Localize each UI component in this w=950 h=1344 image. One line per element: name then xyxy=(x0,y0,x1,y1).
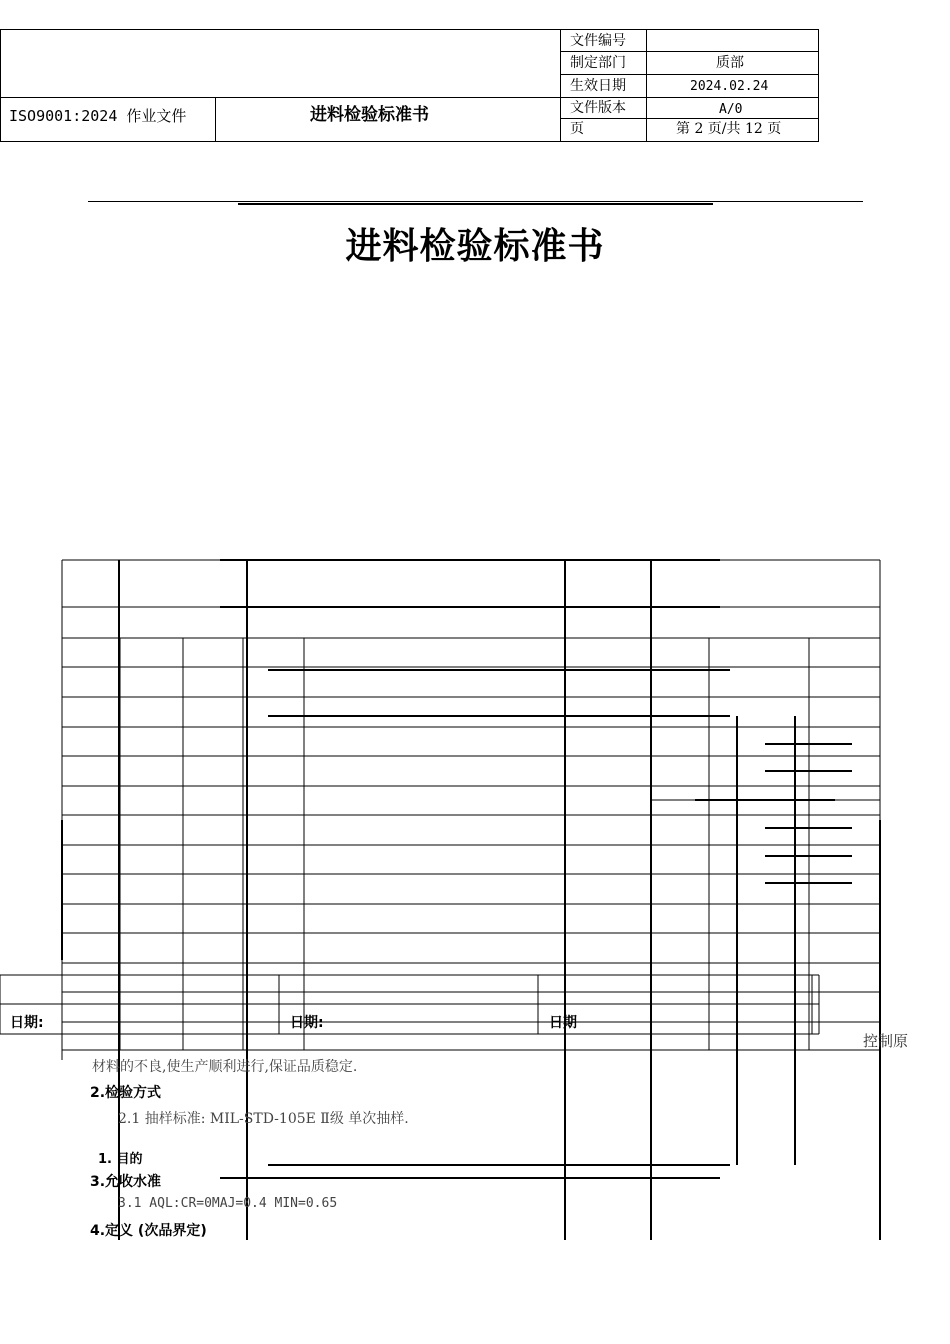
field-label-dept: 制定部门 xyxy=(570,55,626,71)
field-value-page: 第 2 页/共 12 页 xyxy=(676,121,782,137)
section-4-title: 4.定义 (次品界定) xyxy=(90,1223,207,1239)
field-label-version: 文件版本 xyxy=(570,100,626,116)
section-1-title: 1. 目的 xyxy=(98,1152,143,1167)
section-3-item: 3.1 AQL:CR=0MAJ=0.4 MIN=0.65 xyxy=(118,1196,338,1211)
section-2-item: 2.1 抽样标准: MIL-STD-105E Ⅱ级 单次抽样. xyxy=(118,1111,409,1127)
field-value-version: A/0 xyxy=(719,102,743,117)
field-label-date: 生效日期 xyxy=(570,78,626,94)
header-title: 进料检验标准书 xyxy=(310,105,429,125)
field-label-doc-no: 文件编号 xyxy=(570,33,626,49)
purpose-text: 材料的不良,使生产顺利进行,保证品质稳定. xyxy=(92,1059,358,1075)
section-2-title: 2.检验方式 xyxy=(90,1085,162,1101)
side-note: 控制原 xyxy=(863,1032,909,1050)
date-label-1: 日期: xyxy=(10,1015,44,1031)
field-value-date: 2024.02.24 xyxy=(690,79,769,94)
date-label-3: 日期 xyxy=(549,1015,577,1031)
main-title: 进料检验标准书 xyxy=(345,225,605,267)
field-value-dept: 质部 xyxy=(716,55,744,71)
doc-type-label: ISO9001:2024 作业文件 xyxy=(9,107,187,125)
field-label-page: 页 xyxy=(570,121,584,137)
date-label-2: 日期: xyxy=(290,1015,324,1031)
section-3-title: 3.允收水准 xyxy=(90,1174,162,1190)
